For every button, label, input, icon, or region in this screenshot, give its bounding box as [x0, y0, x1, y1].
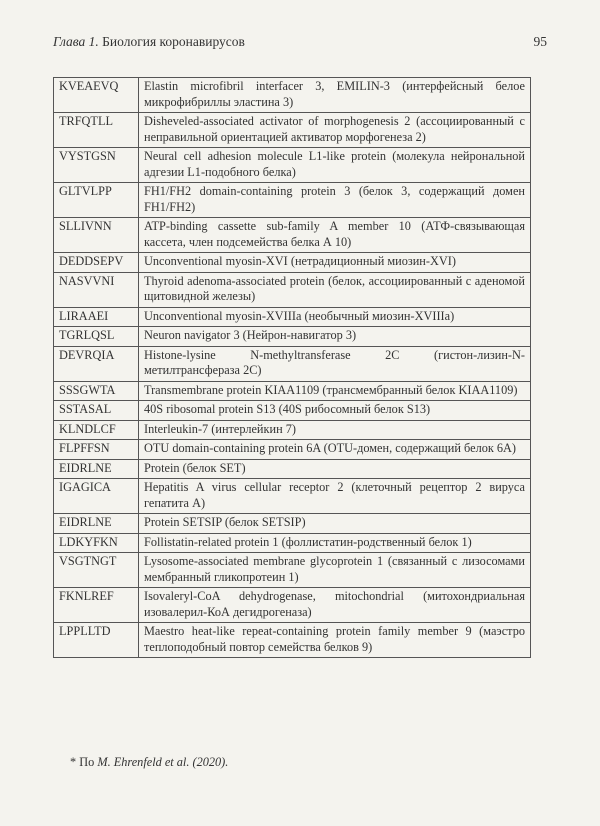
protein-description-cell: Elastin microfibril interfacer 3, EMILIN-3 (интерфейсный белое микрофибриллы эластина 3)	[139, 78, 531, 113]
protein-description-cell: Maestro heat-like repeat-containing protein family member 9 (маэстро теплоподобный повтор семейства белков 9)	[139, 623, 531, 658]
table-row	[54, 623, 531, 658]
table-row	[54, 346, 531, 381]
peptide-sequence-cell: SSTASAL	[54, 401, 139, 421]
protein-description-cell: ATP-binding cassette sub-family A member 10 (АТФ-связывающая кассета, член подсемейства белка А 10)	[139, 218, 531, 253]
peptide-sequence-cell: EIDRLNE	[54, 514, 139, 534]
footnote-source: M. Ehrenfeld et al. (2020).	[97, 755, 229, 769]
peptide-sequence-cell: GLTVLPP	[54, 183, 139, 218]
table-row	[54, 440, 531, 460]
table-row	[54, 479, 531, 514]
peptide-sequence-cell: KLNDLCF	[54, 420, 139, 440]
peptide-sequence-cell: IGAGICA	[54, 479, 139, 514]
peptide-sequence-cell: FKNLREF	[54, 588, 139, 623]
chapter-label: Глава 1.	[53, 34, 99, 49]
table-row	[54, 218, 531, 253]
protein-description-cell: Follistatin-related protein 1 (фоллистатин-родственный белок 1)	[139, 533, 531, 553]
peptide-sequence-cell: LIRAAEI	[54, 307, 139, 327]
table-row	[54, 514, 531, 534]
table-row	[54, 327, 531, 347]
peptide-sequence-cell: KVEAEVQ	[54, 78, 139, 113]
protein-description-cell: Protein (белок SET)	[139, 459, 531, 479]
table-row	[54, 553, 531, 588]
protein-description-cell: Hepatitis A virus cellular receptor 2 (клеточный рецептор 2 вируса гепатита А)	[139, 479, 531, 514]
table-row	[54, 459, 531, 479]
table-row	[54, 272, 531, 307]
protein-description-cell: 40S ribosomal protein S13 (40S рибосомный белок S13)	[139, 401, 531, 421]
protein-table-body	[54, 78, 531, 658]
protein-description-cell: Isovaleryl-CoA dehydrogenase, mitochondrial (митохондриальная изовалерил-КоА дегидрогеназа)	[139, 588, 531, 623]
peptide-sequence-cell: LDKYFKN	[54, 533, 139, 553]
protein-description-cell: Lysosome-associated membrane glycoprotein 1 (связанный с лизосомами мембранный гликопротеин 1)	[139, 553, 531, 588]
protein-description-cell: Unconventional myosin-XVI (нетрадиционный миозин-XVI)	[139, 253, 531, 273]
page-number: 95	[533, 34, 547, 49]
table-row	[54, 533, 531, 553]
protein-description-cell: Neural cell adhesion molecule L1-like protein (молекула нейрональной адгезии L1-подобного белка)	[139, 148, 531, 183]
table-row	[54, 401, 531, 421]
protein-description-cell: FH1/FH2 domain-containing protein 3 (белок 3, содержащий домен FH1/FH2)	[139, 183, 531, 218]
protein-description-cell: Neuron navigator 3 (Нейрон-навигатор 3)	[139, 327, 531, 347]
table-row	[54, 113, 531, 148]
protein-description-cell: Interleukin-7 (интерлейкин 7)	[139, 420, 531, 440]
peptide-sequence-cell: NASVVNI	[54, 272, 139, 307]
peptide-sequence-cell: TRFQTLL	[54, 113, 139, 148]
table-row	[54, 307, 531, 327]
peptide-sequence-cell: SSSGWTA	[54, 381, 139, 401]
peptide-sequence-cell: VYSTGSN	[54, 148, 139, 183]
peptide-sequence-cell: VSGTNGT	[54, 553, 139, 588]
peptide-sequence-cell: SLLIVNN	[54, 218, 139, 253]
protein-description-cell: Unconventional myosin-XVIIIa (необычный миозин-XVIIIa)	[139, 307, 531, 327]
chapter-title: Биология коронавирусов	[102, 34, 245, 49]
footnote	[70, 755, 228, 770]
table-row	[54, 381, 531, 401]
peptide-sequence-cell: DEVRQIA	[54, 346, 139, 381]
protein-table	[53, 77, 531, 658]
protein-description-cell: Thyroid adenoma-associated protein (белок, ассоциированный с аденомой щитовидной железы)	[139, 272, 531, 307]
table-row	[54, 253, 531, 273]
footnote-prefix: * По	[70, 755, 98, 769]
table-row	[54, 588, 531, 623]
protein-description-cell: Disheveled-associated activator of morphogenesis 2 (ассоциированный с неправильной ориентацией активатор морфогенеза 2)	[139, 113, 531, 148]
table-row	[54, 420, 531, 440]
chapter-heading	[53, 34, 245, 50]
protein-description-cell: Histone-lysine N-methyltransferase 2C (гистон-лизин-N-метилтрансфераза 2C)	[139, 346, 531, 381]
running-head	[53, 34, 547, 50]
peptide-sequence-cell: TGRLQSL	[54, 327, 139, 347]
table-row	[54, 183, 531, 218]
peptide-sequence-cell: DEDDSEPV	[54, 253, 139, 273]
protein-description-cell: Protein SETSIP (белок SETSIP)	[139, 514, 531, 534]
protein-description-cell: OTU domain-containing protein 6A (OTU-домен, содержащий белок 6A)	[139, 440, 531, 460]
peptide-sequence-cell: EIDRLNE	[54, 459, 139, 479]
peptide-sequence-cell: FLPFFSN	[54, 440, 139, 460]
table-row	[54, 148, 531, 183]
protein-description-cell: Transmembrane protein KIAA1109 (трансмембранный белок KIAA1109)	[139, 381, 531, 401]
peptide-sequence-cell: LPPLLTD	[54, 623, 139, 658]
table-row	[54, 78, 531, 113]
